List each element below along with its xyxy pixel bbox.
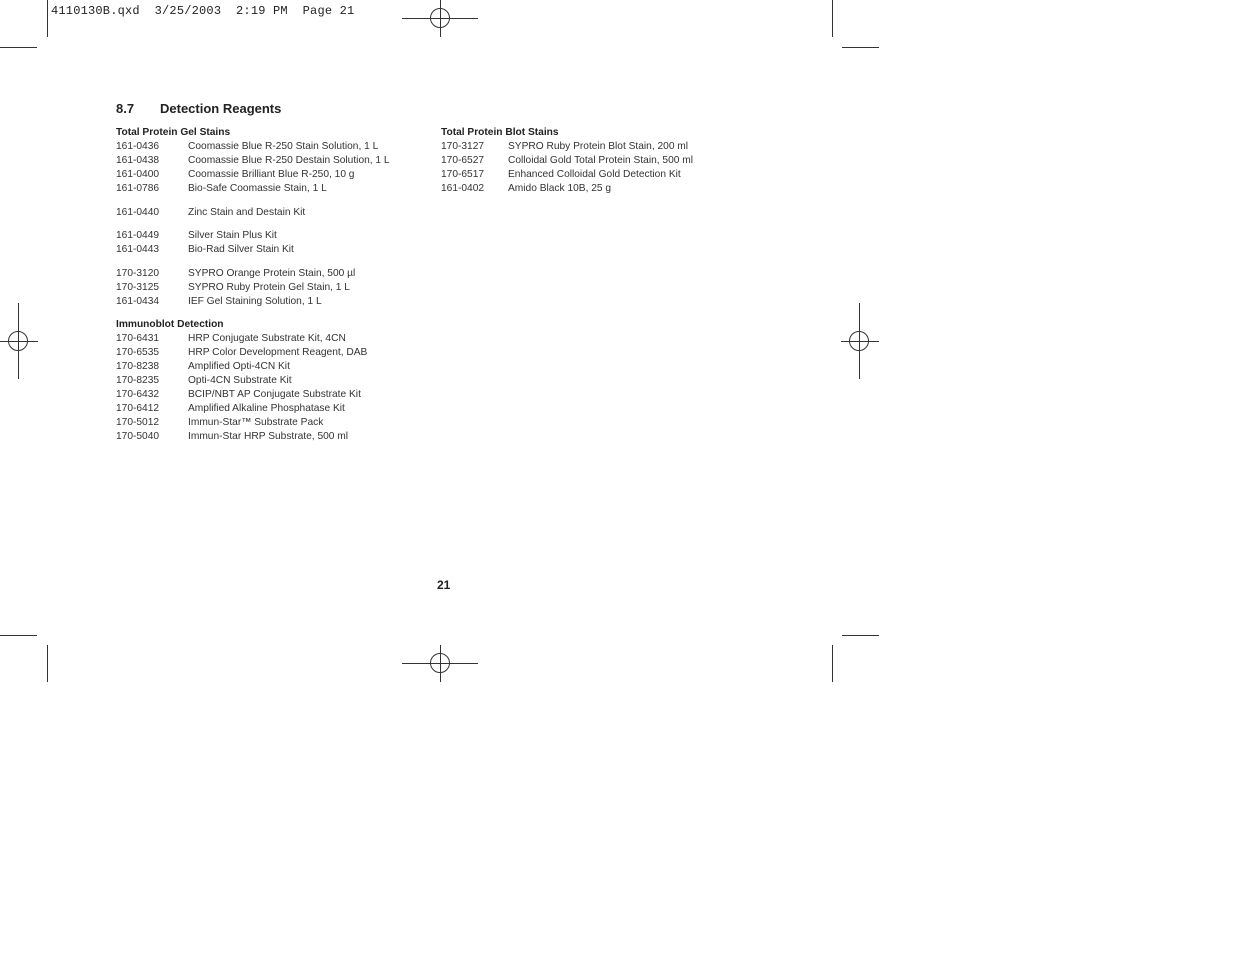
crop-mark [842,635,879,636]
crop-mark [0,635,37,636]
catalog-number: 170-6432 [116,389,160,400]
list-item [116,360,426,374]
catalog-number: 161-0449 [116,230,160,241]
list-item [116,388,426,402]
list-item [441,140,761,154]
print-slug: 4110130B.qxd 3/25/2003 2:19 PM Page 21 [51,4,355,18]
crop-mark [842,47,879,48]
product-description: Coomassie Brilliant Blue R-250, 10 g [188,169,355,180]
list-item [441,168,761,182]
section-title-text: Detection Reagents [160,101,282,116]
page-number: 21 [437,578,451,592]
product-description: Amplified Alkaline Phosphatase Kit [188,403,345,414]
list-item [116,243,426,257]
product-description: Amplified Opti-4CN Kit [188,361,290,372]
section-title [116,101,281,116]
product-description: Coomassie Blue R-250 Stain Solution, 1 L [188,141,379,152]
list-item [116,267,426,281]
product-description: Immun-Star HRP Substrate, 500 ml [188,431,349,442]
group-heading: Immunoblot Detection [116,319,224,330]
list-item [116,402,426,416]
list-item [116,295,426,309]
section-number: 8.7 [116,101,135,116]
catalog-number: 170-8238 [116,361,160,372]
product-description: HRP Conjugate Substrate Kit, 4CN [188,333,346,344]
catalog-number: 170-5012 [116,417,160,428]
registration-mark-left [0,303,38,379]
group-heading: Total Protein Blot Stains [441,127,559,138]
catalog-number: 161-0786 [116,183,160,194]
list-item [116,168,426,182]
product-description: Enhanced Colloidal Gold Detection Kit [508,169,681,180]
product-description: BCIP/NBT AP Conjugate Substrate Kit [188,389,361,400]
list-item [116,430,426,444]
crop-mark [47,0,48,37]
registration-mark-top [402,0,478,37]
registration-mark-right [841,303,879,379]
product-description: Opti-4CN Substrate Kit [188,375,292,386]
catalog-number: 161-0400 [116,169,160,180]
catalog-number: 161-0434 [116,296,160,307]
product-description: Bio-Rad Silver Stain Kit [188,244,294,255]
list-item [116,374,426,388]
list-item [116,416,426,430]
catalog-number: 161-0443 [116,244,160,255]
product-description: Amido Black 10B, 25 g [508,183,612,194]
list-item [116,332,426,346]
list-item [116,206,426,220]
crop-mark [0,47,37,48]
catalog-number: 161-0402 [441,183,485,194]
catalog-number: 170-8235 [116,375,160,386]
catalog-number: 170-3120 [116,268,160,279]
product-description: Coomassie Blue R-250 Destain Solution, 1 L [188,155,390,166]
product-description: SYPRO Ruby Protein Blot Stain, 200 ml [508,141,689,152]
product-description: Zinc Stain and Destain Kit [188,207,306,218]
right-column [441,126,761,196]
list-item [116,182,426,196]
list-item [116,281,426,295]
catalog-number: 170-6431 [116,333,160,344]
product-description: Colloidal Gold Total Protein Stain, 500 ml [508,155,693,166]
group-heading: Total Protein Gel Stains [116,127,231,138]
product-description: IEF Gel Staining Solution, 1 L [188,296,322,307]
catalog-number: 170-3127 [441,141,485,152]
list-item [441,182,761,196]
product-description: SYPRO Orange Protein Stain, 500 µl [188,268,356,279]
product-description: Bio-Safe Coomassie Stain, 1 L [188,183,327,194]
product-description: SYPRO Ruby Protein Gel Stain, 1 L [188,282,350,293]
catalog-number: 170-6517 [441,169,485,180]
left-column [116,126,426,444]
list-item [116,229,426,243]
catalog-number: 161-0440 [116,207,160,218]
catalog-number: 170-6527 [441,155,485,166]
catalog-number: 170-5040 [116,431,160,442]
catalog-number: 161-0436 [116,141,160,152]
crop-mark [832,645,833,682]
catalog-number: 170-6412 [116,403,160,414]
list-item [441,154,761,168]
list-item [116,346,426,360]
catalog-number: 161-0438 [116,155,160,166]
crop-mark [832,0,833,37]
list-item [116,140,426,154]
product-description: Immun-Star™ Substrate Pack [188,417,324,428]
list-item [116,154,426,168]
catalog-number: 170-3125 [116,282,160,293]
catalog-number: 170-6535 [116,347,160,358]
registration-mark-bottom [402,645,478,682]
crop-mark [47,645,48,682]
product-description: HRP Color Development Reagent, DAB [188,347,368,358]
product-description: Silver Stain Plus Kit [188,230,277,241]
